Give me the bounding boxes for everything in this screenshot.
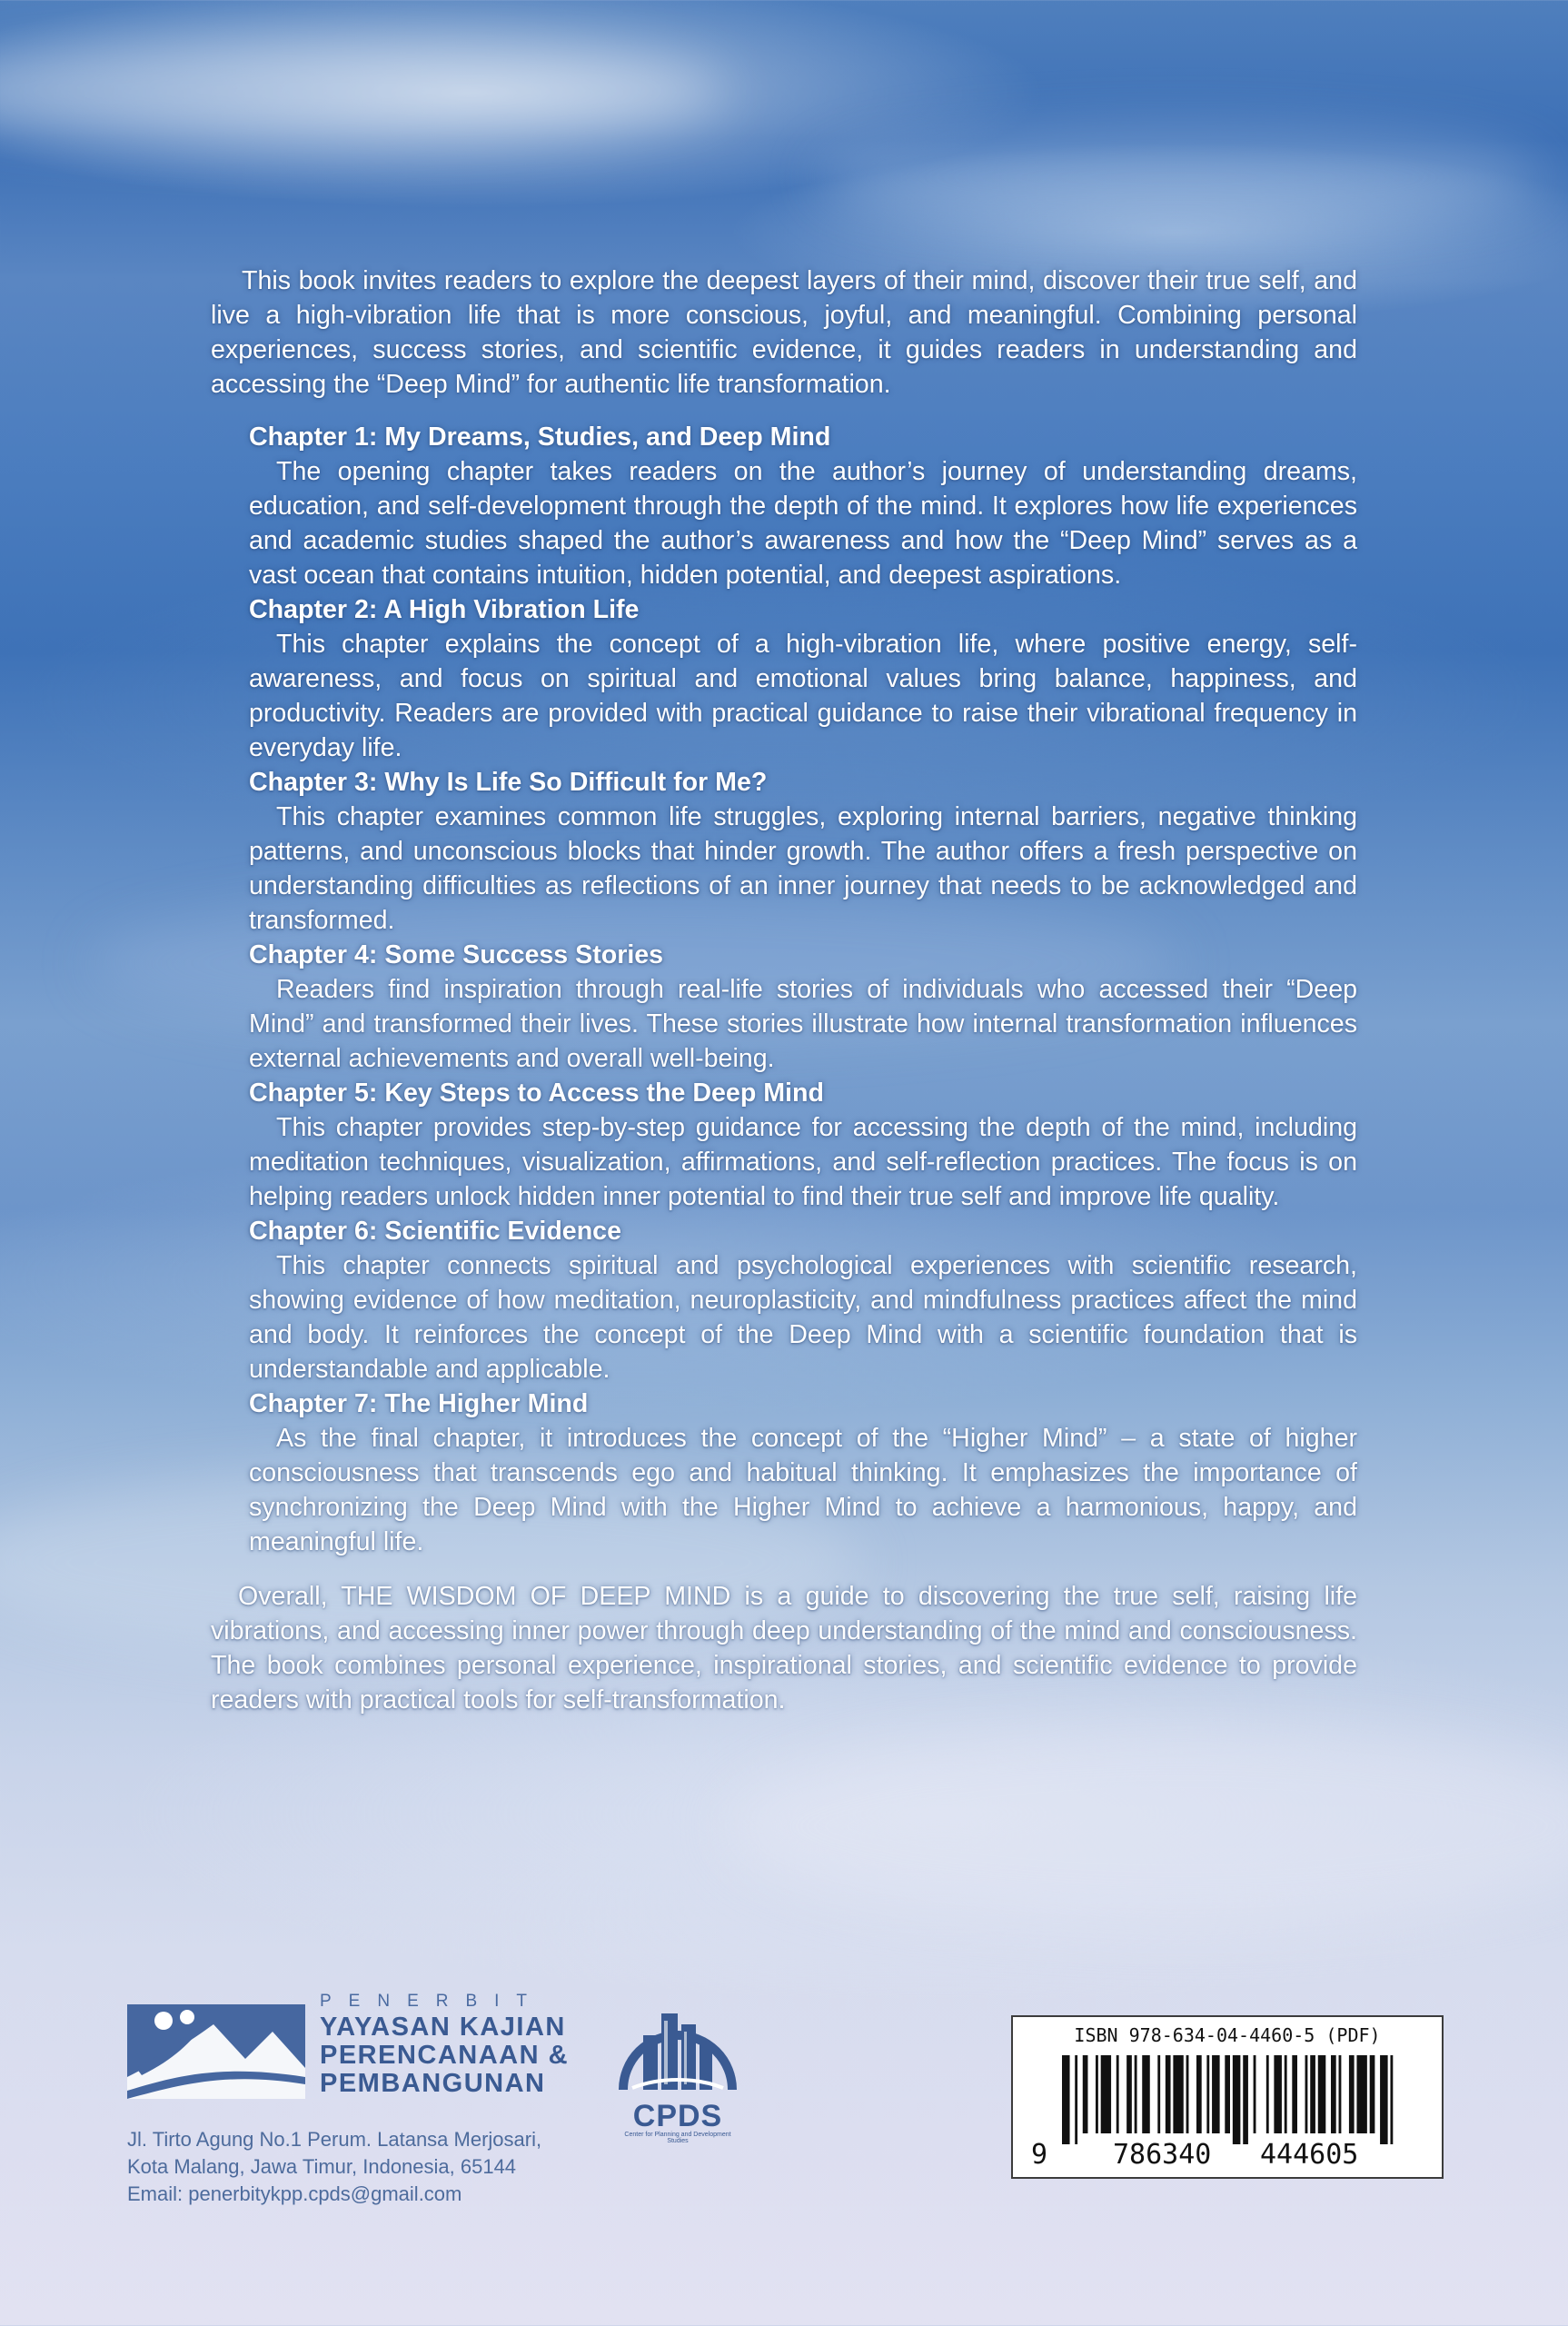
- publisher-address: [127, 2126, 541, 2208]
- chapter-summary: This chapter provides step-by-step guidance for accessing the depth of the mind, including meditation techniques, visualization, affirmations, and self-reflection practices. The focus is on helping readers unlock hidden inner potential to find their true self and improve life quality.: [249, 1113, 1357, 1211]
- chapter-title: Chapter 6: Scientific Evidence: [249, 1217, 621, 1246]
- barcode-bar: [1096, 2055, 1098, 2133]
- barcode-bar: [1356, 2055, 1366, 2133]
- publisher-name-line: PEMBANGUNAN: [320, 2069, 546, 2098]
- chapter-summary: As the final chapter, it introduces the concept of the “Higher Mind” – a state of higher consciousness that transcends ego and habitual thinking. It emphasizes the importance of synchronizing the Deep Mind with the Higher Mind to achieve a harmonious, happy, and meaningful life.: [249, 1424, 1357, 1556]
- barcode-bar: [1380, 2055, 1388, 2144]
- cloud-decoration: [727, 1726, 1568, 1926]
- cloud-decoration: [0, 36, 727, 145]
- barcode-bar: [1233, 2055, 1241, 2144]
- cloud-decoration: [818, 127, 1544, 227]
- chapter-summary: The opening chapter takes readers on the author’s journey of understanding dreams, education, and self-development through the depth of the mind. It explores how life experiences and academic studies shaped the author’s awareness and how the “Deep Mind” serves as a vast ocean that contains intuition, hidden potential, and deepest aspirations.: [249, 457, 1357, 590]
- barcode-bars: [1062, 2055, 1398, 2144]
- barcode-bar: [1225, 2055, 1230, 2133]
- chapter-title: Chapter 4: Some Success Stories: [249, 940, 664, 969]
- isbn-left-group: 786340: [1113, 2139, 1212, 2171]
- barcode-bar: [1083, 2055, 1088, 2133]
- address-line: Jl. Tirto Agung No.1 Perum. Latansa Merjosari,: [127, 2128, 542, 2151]
- isbn-label: ISBN 978-634-04-4460-5 (PDF): [1074, 2024, 1381, 2046]
- cpds-tagline: Center for Planning and Development Studies: [624, 2132, 731, 2144]
- barcode-bar: [1166, 2055, 1171, 2133]
- barcode-bar: [1196, 2055, 1202, 2133]
- barcode-bar: [1126, 2055, 1132, 2133]
- barcode-bar: [1116, 2055, 1119, 2133]
- outro-paragraph: Overall, THE WISDOM OF DEEP MIND is a guide to discovering the true self, raising life vibrations, and accessing inner power through deep understanding of the mind and consciousness. The book combines personal experience, inspirational stories, and scientific evidence to provide readers with practical tools for self-transformation.: [211, 1582, 1357, 1715]
- publisher-block: [127, 1990, 570, 2108]
- barcode-bar: [1157, 2055, 1160, 2133]
- barcode-bar: [1305, 2055, 1308, 2133]
- barcode-bar: [1135, 2055, 1137, 2133]
- barcode-bar: [1101, 2055, 1111, 2133]
- isbn-lead-digit: 9: [1031, 2139, 1048, 2171]
- isbn-right-group: 444605: [1260, 2139, 1359, 2171]
- chapter-summary: This chapter connects spiritual and psychological experiences with scientific research, showing evidence of how meditation, neuroplasticity, and mindfulness practices affect the mind and body. It reinforces the concept of the Deep Mind with a scientific foundation that is understandable and applicable.: [249, 1251, 1357, 1384]
- barcode-bar: [1173, 2055, 1183, 2133]
- barcode-bar: [1254, 2055, 1256, 2133]
- barcode-bar: [1206, 2055, 1209, 2133]
- city-buildings-logo-icon: [614, 1990, 741, 2099]
- chapter-title: Chapter 3: Why Is Life So Difficult for Me?: [249, 768, 768, 797]
- publisher-label: PENERBIT: [320, 1992, 545, 2011]
- barcode-bar: [1075, 2055, 1077, 2144]
- barcode-bar: [1310, 2055, 1315, 2133]
- barcode-bar: [1274, 2055, 1282, 2133]
- chapter-summary: Readers find inspiration through real-life stories of individuals who accessed their “Deep Mind” and transformed their lives. These stories illustrate how internal transformation influences external achievements and overall well-being.: [249, 975, 1357, 1073]
- barcode-bar: [1243, 2055, 1248, 2144]
- chapter-title: Chapter 2: A High Vibration Life: [249, 595, 640, 624]
- barcode-bar: [1349, 2055, 1355, 2133]
- barcode-bar: [1142, 2055, 1150, 2133]
- cpds-logo: [614, 1990, 741, 2144]
- intro-paragraph: This book invites readers to explore the deepest layers of their mind, discover their true self, and live a high-vibration life that is more conscious, joyful, and meaningful. Combining personal experiences, success stories, and scientific evidence, it guides readers in understanding and accessing the “Deep Mind” for authentic life transformation.: [211, 266, 1357, 399]
- barcode-bar: [1186, 2055, 1189, 2133]
- chapter-summary: This chapter explains the concept of a high-vibration life, where positive energy, self-awareness, and focus on spiritual and emotional values bring balance, happiness, and productivity. Readers are provided with practical guidance to raise their vibrational frequency in everyday life.: [249, 630, 1357, 762]
- publisher-name-line: PERENCANAAN &: [320, 2041, 570, 2070]
- barcode-bar: [1292, 2055, 1297, 2133]
- barcode-bar: [1390, 2055, 1393, 2144]
- barcode-bar: [1212, 2055, 1220, 2133]
- barcode-bar: [1318, 2055, 1326, 2133]
- barcode-bar: [1339, 2055, 1342, 2133]
- chapter-list: [211, 420, 1357, 1559]
- publisher-text: [320, 1990, 569, 2098]
- chapter-summary: This chapter examines common life struggles, exploring internal barriers, negative thinking patterns, and unconscious blocks that hinder growth. The author offers a fresh perspective on understanding difficulties as reflections of an inner journey that needs to be acknowledged and transformed.: [249, 802, 1357, 935]
- back-cover-text: [211, 263, 1357, 1717]
- barcode-bar: [1331, 2055, 1336, 2133]
- publisher-name-line: YAYASAN KAJIAN: [320, 2013, 566, 2042]
- barcode-bar: [1285, 2055, 1287, 2133]
- cpds-name: CPDS: [632, 2099, 723, 2133]
- barcode-bar: [1062, 2055, 1070, 2144]
- mountain-wave-logo-icon: [127, 2004, 305, 2099]
- address-line: Kota Malang, Jawa Timur, Indonesia, 65144: [127, 2155, 517, 2178]
- chapter-title: Chapter 1: My Dreams, Studies, and Deep Mind: [249, 422, 831, 452]
- address-line: Email: penerbitykpp.cpds@gmail.com: [127, 2182, 462, 2205]
- chapter-title: Chapter 5: Key Steps to Access the Deep Mind: [249, 1079, 824, 1108]
- barcode-bar: [1266, 2055, 1269, 2133]
- isbn-barcode: [1011, 2015, 1444, 2179]
- barcode-bar: [1370, 2055, 1375, 2133]
- chapter-title: Chapter 7: The Higher Mind: [249, 1389, 589, 1418]
